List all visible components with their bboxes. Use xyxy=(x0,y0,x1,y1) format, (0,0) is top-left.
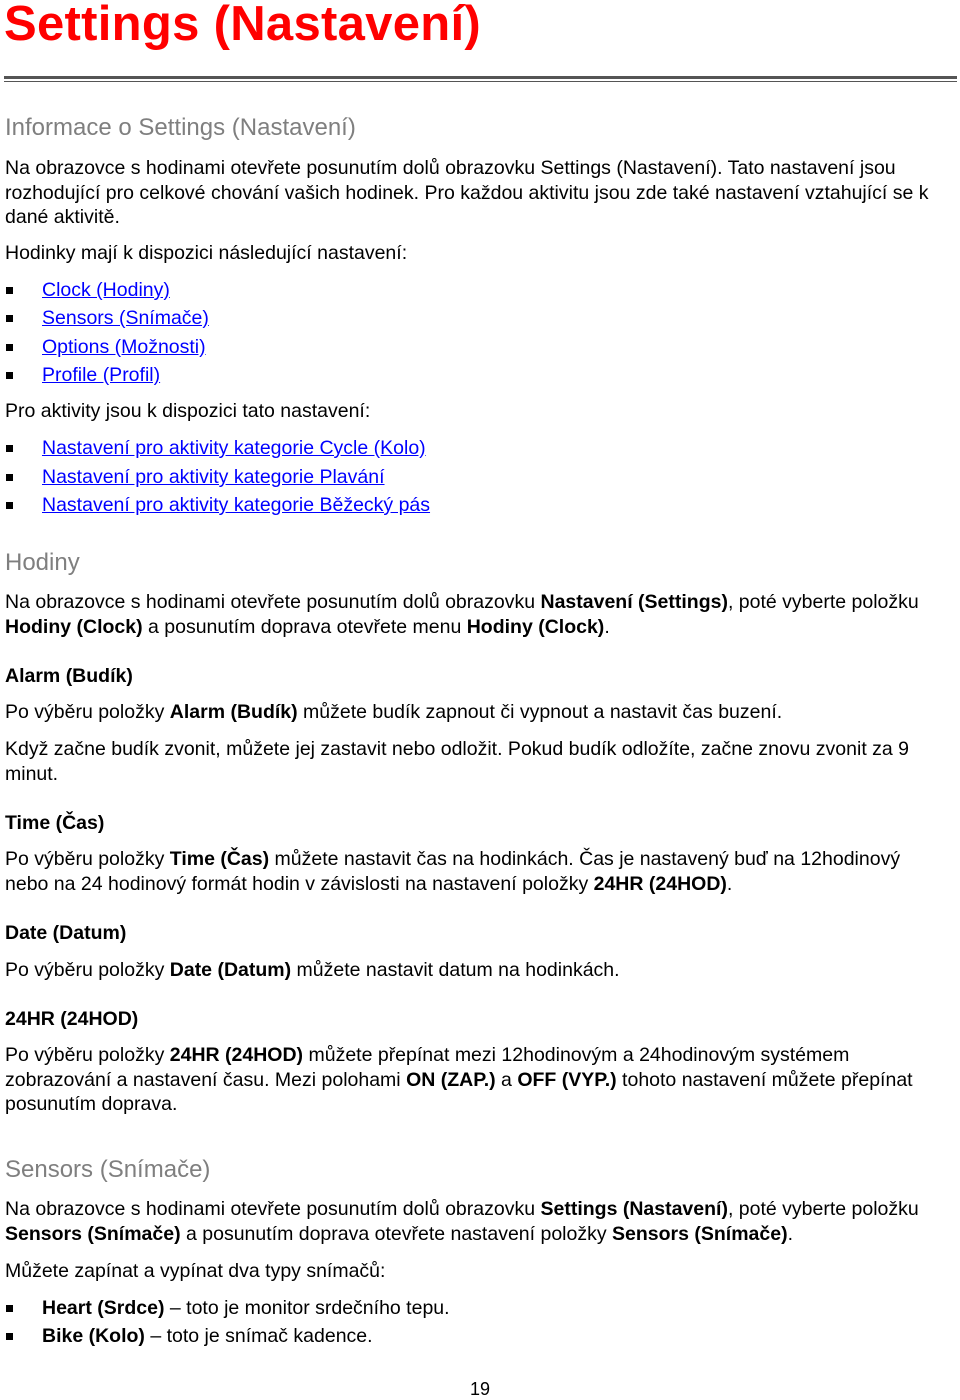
bullet-icon xyxy=(6,502,13,509)
hodiny-paragraph: Na obrazovce s hodinami otevřete posunutím dolů obrazovku Nastavení (Settings), poté vyberte položku Hodiny (Clock) a posunutím doprava otevřete menu Hodiny (Clock). xyxy=(5,591,919,638)
link-clock[interactable]: Clock (Hodiny) xyxy=(42,279,170,301)
link-sensors[interactable]: Sensors (Snímače) xyxy=(42,307,209,329)
link-cycle-settings[interactable]: Nastavení pro aktivity kategorie Cycle (Kolo) xyxy=(42,437,426,459)
subheading-alarm: Alarm (Budík) xyxy=(5,665,133,687)
section-heading-hodiny: Hodiny xyxy=(5,549,80,576)
sensor-bike-item: Bike (Kolo) – toto je snímač kadence. xyxy=(42,1325,373,1347)
intro-activity-lead: Pro aktivity jsou k dispozici tato nastavení: xyxy=(5,400,371,422)
section-heading-intro: Informace o Settings (Nastavení) xyxy=(5,114,356,141)
alarm-paragraph: Po výběru položky Alarm (Budík) můžete budík zapnout či vypnout a nastavit čas buzení. xyxy=(5,701,783,723)
intro-paragraph: Na obrazovce s hodinami otevřete posunutím dolů obrazovku Settings (Nastavení). Tato nastavení jsou rozhodující pro celkové chování vašich hodinek. Pro každou aktivitu jsou zde také nastavení vztahující se k dané aktivitě. xyxy=(5,157,929,228)
subheading-24hr: 24HR (24HOD) xyxy=(5,1008,139,1030)
subheading-time: Time (Čas) xyxy=(5,812,105,834)
link-options[interactable]: Options (Možnosti) xyxy=(42,336,206,358)
bullet-icon xyxy=(6,474,13,481)
bullet-icon xyxy=(6,1333,13,1340)
sensor-heart-item: Heart (Srdce) – toto je monitor srdečního tepu. xyxy=(42,1297,450,1319)
link-profile[interactable]: Profile (Profil) xyxy=(42,364,161,386)
title-rule-thin xyxy=(4,81,957,82)
bullet-icon xyxy=(6,1305,13,1312)
link-swim-settings[interactable]: Nastavení pro aktivity kategorie Plavání xyxy=(42,466,385,488)
section-heading-sensors: Sensors (Snímače) xyxy=(5,1156,211,1183)
bullet-icon xyxy=(6,315,13,322)
link-treadmill-settings[interactable]: Nastavení pro aktivity kategorie Běžecký pás xyxy=(42,494,431,516)
time-paragraph: Po výběru položky Time (Čas) můžete nastavit čas na hodinkách. Čas je nastavený buď na 12hodinový nebo na 24 hodinový formát hodin v závislosti na nastavení položky 24HR (24HOD). xyxy=(5,848,901,895)
bullet-icon xyxy=(6,445,13,452)
sensors-paragraph: Na obrazovce s hodinami otevřete posunutím dolů obrazovku Settings (Nastavení), poté vyberte položku Sensors (Snímače) a posunutím doprava otevřete nastavení položky Sensors (Snímače). xyxy=(5,1198,919,1245)
page-number: 19 xyxy=(469,1379,491,1399)
alarm-snooze-paragraph: Když začne budík zvonit, můžete jej zastavit nebo odložit. Pokud budík odložíte, začne znovu zvonit za 9 minut. xyxy=(5,738,910,785)
sensors-lead: Můžete zapínat a vypínat dva typy snímačů: xyxy=(5,1260,386,1282)
title-rule-thick xyxy=(4,76,957,79)
hr-paragraph: Po výběru položky 24HR (24HOD) můžete přepínat mezi 12hodinovým a 24hodinovým systémem zobrazování a nastavení času. Mezi polohami ON (ZAP.) a OFF (VYP.) tohoto nastavení můžete přepínat posunutím doprava. xyxy=(5,1044,913,1115)
bullet-icon xyxy=(6,372,13,379)
page-title: Settings (Nastavení) xyxy=(4,0,482,51)
bullet-icon xyxy=(6,344,13,351)
subheading-date: Date (Datum) xyxy=(5,922,127,944)
intro-settings-lead: Hodinky mají k dispozici následující nastavení: xyxy=(5,242,408,264)
bullet-icon xyxy=(6,287,13,294)
date-paragraph: Po výběru položky Date (Datum) můžete nastavit datum na hodinkách. xyxy=(5,959,620,981)
